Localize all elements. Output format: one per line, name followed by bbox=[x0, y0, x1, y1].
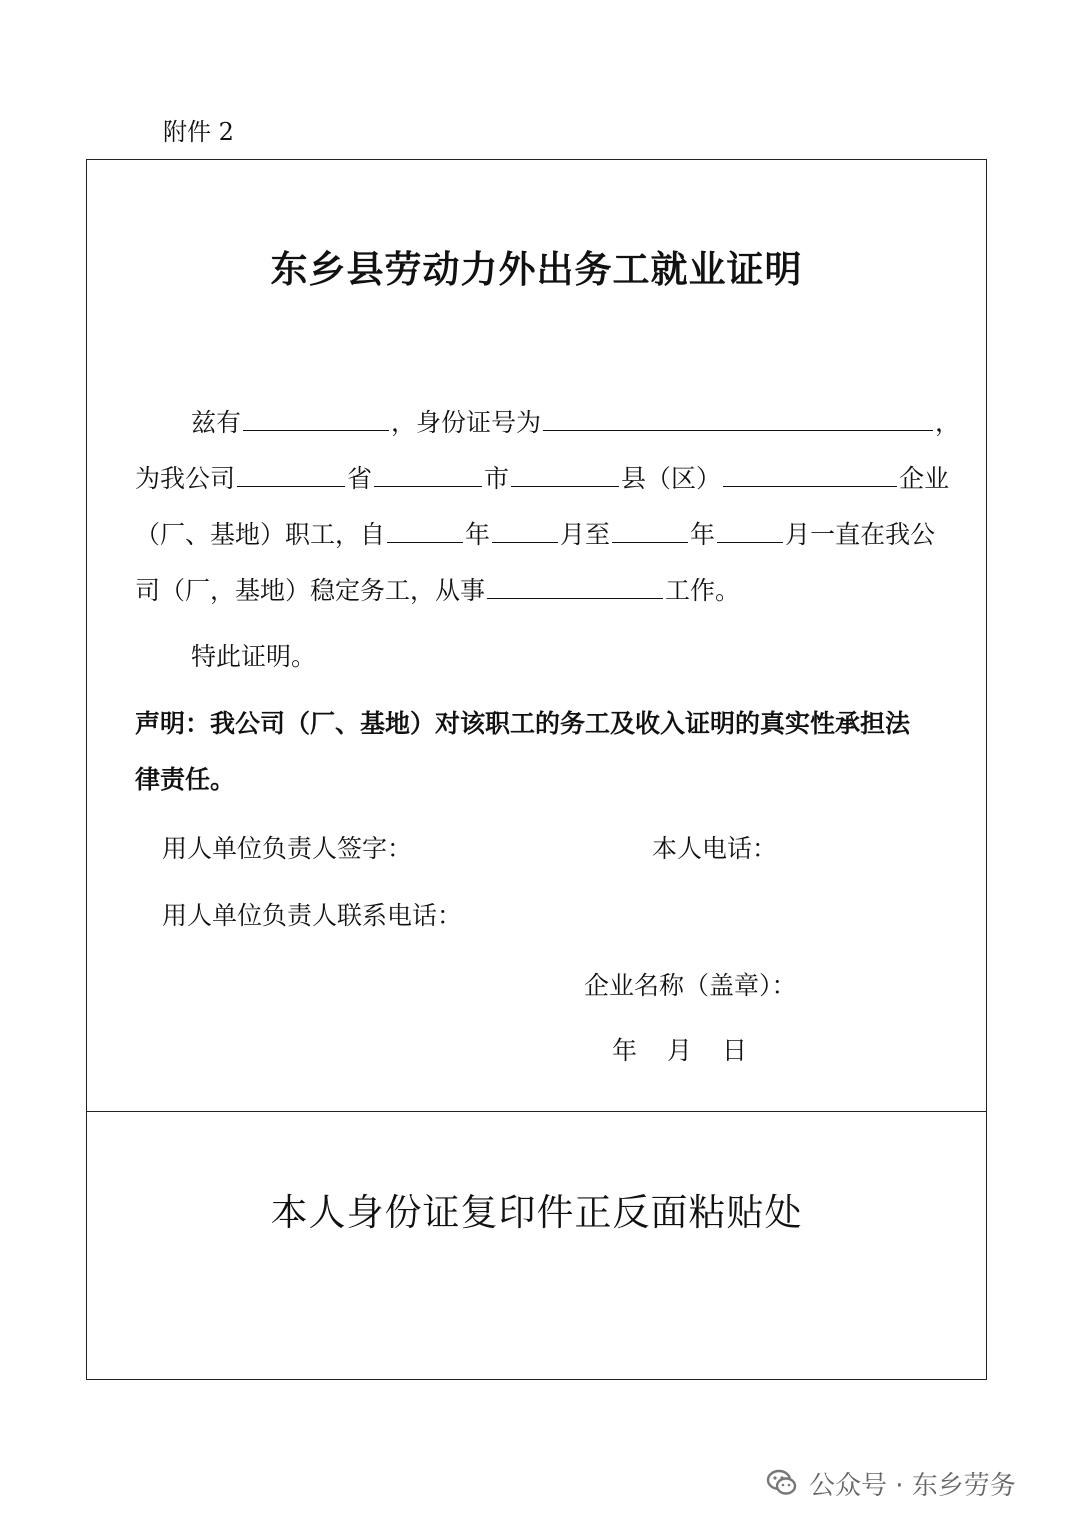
end-year-blank[interactable] bbox=[612, 512, 688, 543]
company-text: 为我公司 bbox=[135, 464, 236, 493]
watermark bbox=[765, 1463, 1016, 1503]
wechat-icon bbox=[765, 1466, 799, 1500]
date-month-label: 月 bbox=[667, 1036, 693, 1065]
id-copy-paste-area: 本人身份证复印件正反面粘贴处 bbox=[270, 1191, 803, 1234]
work-suffix: 工作。 bbox=[665, 576, 741, 605]
document-title: 东乡县劳动力外出务工就业证明 bbox=[270, 247, 803, 291]
id-number-blank[interactable] bbox=[543, 400, 933, 431]
enterprise-name-label: 企业名称（盖章）： bbox=[584, 971, 797, 1000]
end-month-label: 月一直在我公 bbox=[785, 520, 936, 549]
city-blank[interactable] bbox=[374, 456, 482, 487]
employer-sign-label: 用人单位负责人签字： bbox=[162, 834, 413, 863]
county-blank[interactable] bbox=[511, 456, 619, 487]
work-text: 司（厂，基地）稳定务工，从事 bbox=[135, 576, 486, 605]
start-month-label: 月至 bbox=[560, 520, 611, 549]
start-year-label: 年 bbox=[465, 520, 491, 549]
start-year-blank[interactable] bbox=[387, 512, 463, 543]
body-line-1 bbox=[191, 400, 960, 443]
date-day-label: 日 bbox=[722, 1036, 748, 1065]
county-label: 县（区） bbox=[621, 464, 722, 493]
enterprise-blank[interactable] bbox=[723, 456, 897, 487]
intro-text: 兹有 bbox=[191, 408, 242, 437]
watermark-text: 公众号 · 东乡劳务 bbox=[809, 1470, 1016, 1501]
end-year-label: 年 bbox=[690, 520, 716, 549]
name-blank[interactable] bbox=[243, 400, 389, 431]
employer-phone-label: 用人单位负责人联系电话： bbox=[162, 901, 463, 930]
body-line-2 bbox=[135, 456, 949, 499]
certificate-form bbox=[86, 159, 987, 1380]
id-label: ，身份证号为 bbox=[391, 408, 542, 437]
staff-text: （厂、基地）职工，自 bbox=[135, 520, 386, 549]
end-month-blank[interactable] bbox=[717, 512, 783, 543]
own-phone-label: 本人电话： bbox=[652, 834, 778, 863]
start-month-blank[interactable] bbox=[492, 512, 558, 543]
comma: ， bbox=[935, 408, 961, 437]
declaration-line-1: 声明：我公司（厂、基地）对该职工的务工及收入证明的真实性承担法 bbox=[135, 709, 911, 738]
job-blank[interactable] bbox=[487, 568, 663, 599]
attachment-label: 附件 2 bbox=[163, 118, 234, 146]
city-label: 市 bbox=[484, 464, 510, 493]
section-divider bbox=[87, 1111, 986, 1112]
body-line-3 bbox=[135, 512, 935, 555]
body-line-4 bbox=[135, 568, 740, 611]
province-blank[interactable] bbox=[237, 456, 345, 487]
date-line bbox=[612, 1031, 747, 1071]
declaration-line-2: 律责任。 bbox=[135, 765, 236, 794]
certify-text: 特此证明。 bbox=[191, 642, 317, 671]
province-label: 省 bbox=[347, 464, 373, 493]
enterprise-label: 企业 bbox=[899, 464, 950, 493]
date-year-label: 年 bbox=[612, 1036, 638, 1065]
